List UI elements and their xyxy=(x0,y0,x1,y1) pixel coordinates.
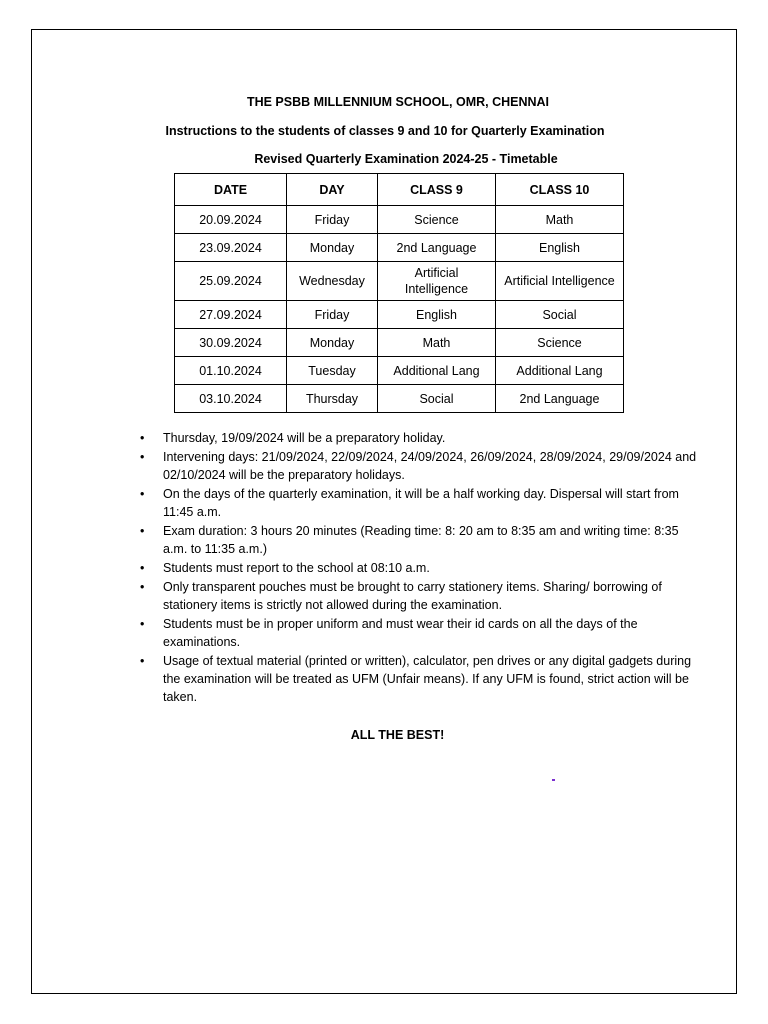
column-header-class-9: CLASS 9 xyxy=(378,174,496,206)
cell-day: Thursday xyxy=(287,385,378,413)
cell-day: Monday xyxy=(287,329,378,357)
table-row xyxy=(175,262,624,301)
cell-class-10: Math xyxy=(496,206,624,234)
list-item xyxy=(137,559,697,577)
list-item xyxy=(137,652,697,706)
table-row xyxy=(175,206,624,234)
cell-day: Tuesday xyxy=(287,357,378,385)
cell-class-10: Additional Lang xyxy=(496,357,624,385)
cell-date: 30.09.2024 xyxy=(175,329,287,357)
cell-day: Monday xyxy=(287,234,378,262)
cell-date: 27.09.2024 xyxy=(175,301,287,329)
cell-class-10: English xyxy=(496,234,624,262)
list-item xyxy=(137,485,697,521)
table-row xyxy=(175,385,624,413)
table-row xyxy=(175,301,624,329)
list-item-text: Exam duration: 3 hours 20 minutes (Reading time: 8: 20 am to 8:35 am and writing time: 8:35 a.m. to 11:35 a.m.) xyxy=(163,524,679,556)
bullet-icon: • xyxy=(140,487,145,501)
cell-day: Friday xyxy=(287,301,378,329)
list-item-text: Thursday, 19/09/2024 will be a preparatory holiday. xyxy=(163,431,446,445)
list-item-text: Only transparent pouches must be brought to carry stationery items. Sharing/ borrowing of stationery items is strictly not allowed during the examination. xyxy=(163,580,662,612)
table-row xyxy=(175,329,624,357)
bullet-icon: • xyxy=(140,617,145,631)
list-item xyxy=(137,578,697,614)
timetable-title: Revised Quarterly Examination 2024-25 - Timetable xyxy=(254,152,558,166)
list-item xyxy=(137,522,697,558)
bullet-icon: • xyxy=(140,654,145,668)
bullet-icon: • xyxy=(140,580,145,594)
cell-day: Friday xyxy=(287,206,378,234)
instructions-list xyxy=(137,429,697,707)
table-row xyxy=(175,357,624,385)
table-header-row xyxy=(175,174,624,206)
cell-class-10: Artificial Intelligence xyxy=(496,262,624,301)
cell-class-9: Artificial Intelligence xyxy=(378,262,496,301)
list-item xyxy=(137,429,697,447)
list-item-text: Students must report to the school at 08:10 a.m. xyxy=(163,561,430,575)
instructions-heading: Instructions to the students of classes 9 and 10 for Quarterly Examination xyxy=(165,124,605,138)
cell-day: Wednesday xyxy=(287,262,378,301)
cell-class-9: Additional Lang xyxy=(378,357,496,385)
bullet-icon: • xyxy=(140,450,145,464)
table-row xyxy=(175,234,624,262)
cell-date: 25.09.2024 xyxy=(175,262,287,301)
list-item-text: Intervening days: 21/09/2024, 22/09/2024, 24/09/2024, 26/09/2024, 28/09/2024, 29/09/2024 and 02/10/2024 will be the preparatory holidays. xyxy=(163,450,697,482)
list-item xyxy=(137,448,697,484)
bullet-icon: • xyxy=(140,524,145,538)
cell-class-9: Math xyxy=(378,329,496,357)
column-header-class-10: CLASS 10 xyxy=(496,174,624,206)
cell-class-9: 2nd Language xyxy=(378,234,496,262)
cell-class-10: 2nd Language xyxy=(496,385,624,413)
bullet-icon: • xyxy=(140,561,145,575)
cell-date: 23.09.2024 xyxy=(175,234,287,262)
cell-class-9: Science xyxy=(378,206,496,234)
school-name: THE PSBB MILLENNIUM SCHOOL, OMR, CHENNAI xyxy=(246,95,550,109)
list-item-text: Usage of textual material (printed or written), calculator, pen drives or any digital gadgets during the examination will be treated as UFM (Unfair means). If any UFM is found, strict action will be taken. xyxy=(163,654,692,704)
cell-class-10: Social xyxy=(496,301,624,329)
cell-date: 20.09.2024 xyxy=(175,206,287,234)
column-header-date: DATE xyxy=(175,174,287,206)
bullet-icon: • xyxy=(140,431,145,445)
closing-message: ALL THE BEST! xyxy=(350,728,445,742)
timetable-table xyxy=(174,173,624,413)
list-item xyxy=(137,615,697,651)
column-header-day: DAY xyxy=(287,174,378,206)
cell-date: 01.10.2024 xyxy=(175,357,287,385)
list-item-text: Students must be in proper uniform and must wear their id cards on all the days of the examinations. xyxy=(163,617,638,649)
cell-class-9: English xyxy=(378,301,496,329)
cell-class-9: Social xyxy=(378,385,496,413)
cell-class-10: Science xyxy=(496,329,624,357)
list-item-text: On the days of the quarterly examination, it will be a half working day. Dispersal will start from 11:45 a.m. xyxy=(163,487,679,519)
stray-mark xyxy=(552,779,555,781)
cell-date: 03.10.2024 xyxy=(175,385,287,413)
